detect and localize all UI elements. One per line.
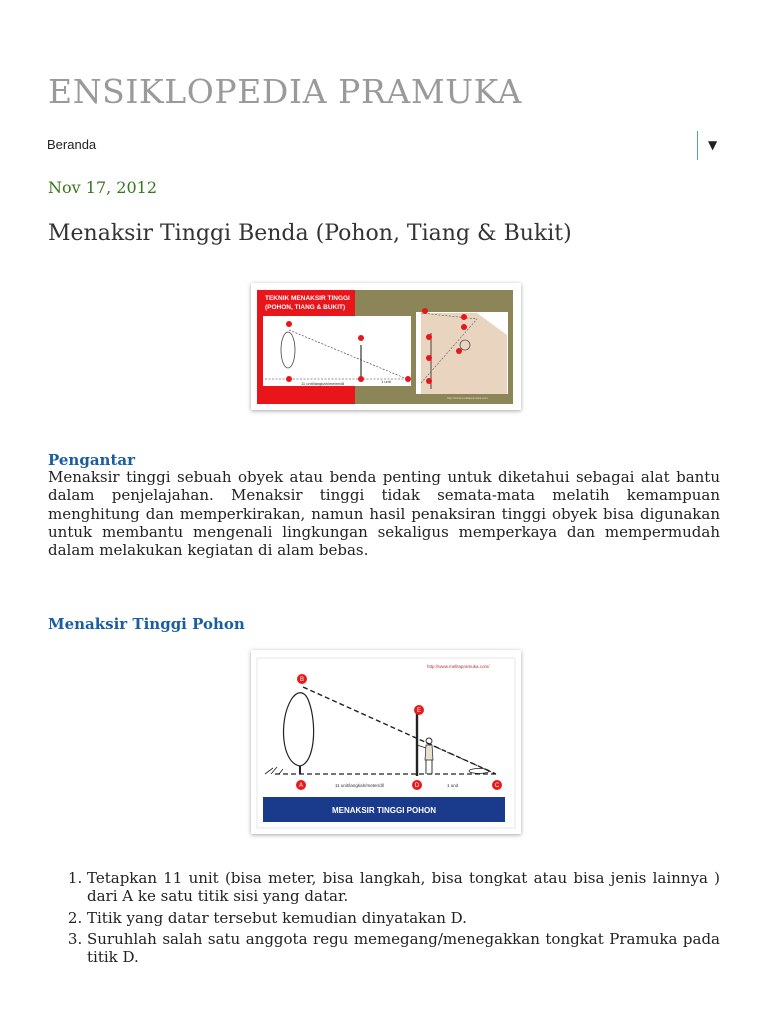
- figure1-unit-label: 1 unit: [381, 379, 391, 384]
- section-heading-menaksir-pohon: Menaksir Tinggi Pohon: [48, 615, 245, 633]
- figure2-marker-b: B: [299, 677, 305, 684]
- figure1-heading-line2: (POHON, TIANG & BUKIT): [265, 304, 346, 311]
- figure1-distance-label: 11 unit/langkah/meter/dll: [301, 381, 345, 386]
- figure2-distance-label: 11 unit/langkah/meter/dll: [335, 783, 384, 788]
- nav-home-link[interactable]: Beranda: [47, 137, 97, 152]
- step-item: 3. Suruhlah salah satu anggota regu memegang/menegakkan tongkat Pramuka pada titik D.: [87, 930, 720, 967]
- figure-menaksir-tinggi-pohon[interactable]: [251, 650, 521, 834]
- figure2-marker-d: D: [414, 783, 420, 790]
- figure-teknik-menaksir-illustration: [251, 283, 521, 410]
- post-title[interactable]: Menaksir Tinggi Benda (Pohon, Tiang & Bukit): [48, 221, 572, 246]
- figure-teknik-menaksir[interactable]: [251, 283, 521, 410]
- figure2-unit-label: 1 unit: [447, 783, 459, 788]
- figure1-credit: http://www.melitapramuka.com: [447, 396, 488, 400]
- intro-paragraph: Menaksir tinggi sebuah obyek atau benda penting untuk diketahui sebagai alat bantu dalam penjelajahan. Menaksir tinggi tidak semata-mata melatih kemampuan menghitung dan memperkirakan, namun hasil penaksiran tinggi obyek bisa digunakan untuk membantu mengenali lingkungan sekaligus memperkaya dan mempermudah dalam melakukan kegiatan di alam bebas.: [48, 468, 720, 560]
- post-date: Nov 17, 2012: [48, 178, 158, 197]
- figure2-banner-title: MENAKSIR TINGGI POHON: [331, 806, 437, 815]
- figure2-marker-c: C: [494, 783, 500, 790]
- step-item: 1. Tetapkan 11 unit (bisa meter, bisa langkah, bisa tongkat atau bisa jenis lainnya ) dari A ke satu titik sisi yang datar.: [87, 869, 720, 906]
- figure-menaksir-pohon-illustration: [251, 650, 521, 834]
- figure2-marker-a: A: [298, 783, 304, 790]
- figure2-url: http://www.melitapramuka.com/: [427, 664, 490, 669]
- blog-title[interactable]: ENSIKLOPEDIA PRAMUKA: [48, 72, 522, 111]
- intro-heading: Pengantar: [48, 451, 135, 469]
- figure1-heading-line1: TEKNIK MENAKSIR TINGGI: [265, 295, 350, 302]
- steps-list: [48, 869, 720, 969]
- step-item: 2. Titik yang datar tersebut kemudian dinyatakan D.: [87, 909, 720, 927]
- figure2-marker-e: E: [416, 708, 422, 715]
- dropdown-arrow-icon[interactable]: ▼: [708, 138, 718, 152]
- nav-divider: [697, 131, 698, 160]
